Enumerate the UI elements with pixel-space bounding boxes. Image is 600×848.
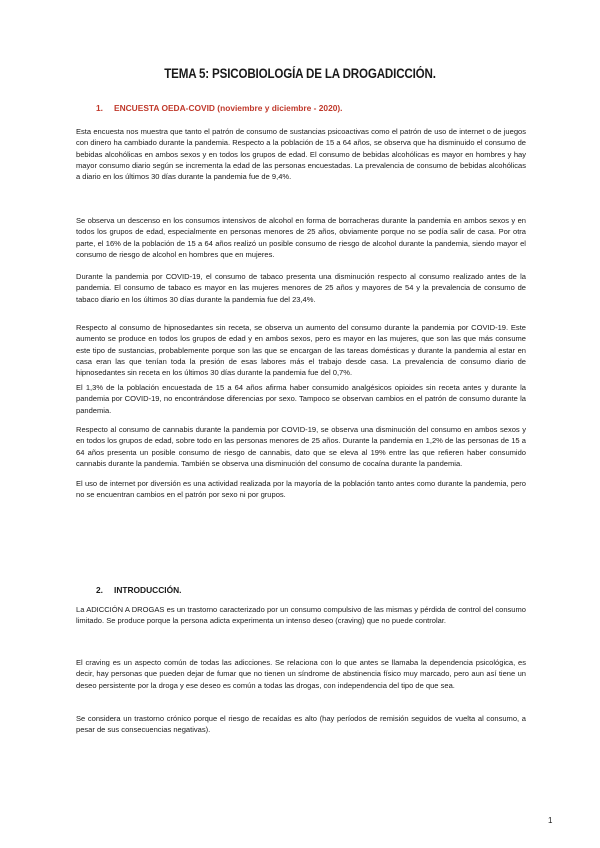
paragraph-addiction-definition: La ADICCIÓN A DROGAS es un trastorno caracterizado por un consumo compulsivo de las mismas y pérdida de control del consumo limitado. Se produce porque la persona adicta experimenta un intenso deseo (craving) que no puede controlar. (76, 605, 526, 626)
section-title: INTRODUCCIÓN. (114, 585, 182, 595)
section-heading-introduccion (96, 585, 181, 595)
paragraph-opioids: El 1,3% de la población encuestada de 15 a 64 años afirma haber consumido analgésicos opioides sin receta antes y durante la pandemia por COVID-19, no encontrándose diferencias por sexo. Tampoco se observan cambios en el patrón de consumo durante la pandemia. (76, 383, 526, 415)
document-title: TEMA 5: PSICOBIOLOGÍA DE LA DROGADICCIÓN. (164, 66, 436, 81)
section-heading-encuesta (96, 103, 343, 113)
paragraph-chronic-disorder: Se considera un trastorno crónico porque el riesgo de recaídas es alto (hay períodos de remisión seguidos de vuelta al consumo, a pesar de sus consecuencias negativas). (76, 714, 526, 735)
paragraph-alcohol-consumption: Esta encuesta nos muestra que tanto el patrón de consumo de sustancias psicoactivas como el patrón de uso de internet o de juegos con dinero ha cambiado durante la pandemia. Respecto a la población de 15 a 64 años, se observa que ha disminuido el consumo de bebidas alcohólicas en ambos sexos y en todos los grupos de edad. El consumo de bebidas alcohólicas es mayor en hombres y hay mayor consumo diario según se incrementa la edad de las personas encuestadas. La prevalencia de consumo de bebidas alcohólicas a diario en los últimos 30 días durante la pandemia fue de 9,4%. (76, 127, 526, 182)
section-number: 1. (96, 103, 103, 113)
paragraph-hypnosedatives: Respecto al consumo de hipnosedantes sin receta, se observa un aumento del consumo durante la pandemia por COVID-19. Este aumento se produce en todos los grupos de edad y en ambos sexos, pero es mayor en las mujeres, que son las que más consume este tipo de sustancias, probablemente porque son las que se encargan de las tareas domésticas y durante la pandemia al estar en casa eran las que tenían toda la presión de esas labores más el trabajo desde casa. La prevalencia de consumo diario de hipnosedantes sin receta en los últimos 30 días durante la pandemia fue del 0,7%. (76, 323, 526, 378)
paragraph-cannabis: Respecto al consumo de cannabis durante la pandemia por COVID-19, se observa una disminución del consumo en ambos sexos y en todos los grupos de edad, sobre todo en las personas menores de 25 años. Durante la pandemia en 1,2% de las personas de 15 a 64 años presenta un posible consumo de riesgo de cannabis, dato que se eleva al 19% entre las que refieren haber consumido cannabis durante la pandemia. También se observa una disminución del consumo de cocaína durante la pandemia. (76, 425, 526, 468)
paragraph-internet-use: El uso de internet por diversión es una actividad realizada por la mayoría de la población tanto antes como durante la pandemia, pero no se encuentran cambios en el patrón por sexo ni por grupos. (76, 479, 526, 500)
section-number: 2. (96, 585, 103, 595)
section-title: ENCUESTA OEDA-COVID (noviembre y diciembre - 2020). (114, 103, 343, 113)
paragraph-binge-drinking: Se observa un descenso en los consumos intensivos de alcohol en forma de borracheras durante la pandemia en ambos sexos y en todos los grupos de edad, especialmente en personas menores de 25 años, obviamente porque no se podía salir de casa. Por otra parte, el 16% de la población de 15 a 64 años realizó un posible consumo de riesgo de alcohol durante la pandemia, siendo mayor el consumo de riesgo de alcohol en hombres que en mujeres. (76, 216, 526, 259)
paragraph-tobacco: Durante la pandemia por COVID-19, el consumo de tabaco presenta una disminución respecto al consumo realizado antes de la pandemia. El consumo de tabaco es mayor en las mujeres menores de 25 años y mayores de 54 y la prevalencia de consumo de tabaco diario en los últimos 30 días durante la pandemia fue del 23,4%. (76, 272, 526, 304)
page-number: 1 (548, 816, 553, 825)
paragraph-craving: El craving es un aspecto común de todas las adicciones. Se relaciona con lo que antes se llamaba la dependencia psicológica, es decir, hay personas que pueden dejar de fumar que no tienen un síndrome de abstinencia físico muy marcado, pero aun así tiene un deseo persistente por la droga y ese deseo es común a todas las drogas, con independencia del tipo de que sea. (76, 658, 526, 690)
